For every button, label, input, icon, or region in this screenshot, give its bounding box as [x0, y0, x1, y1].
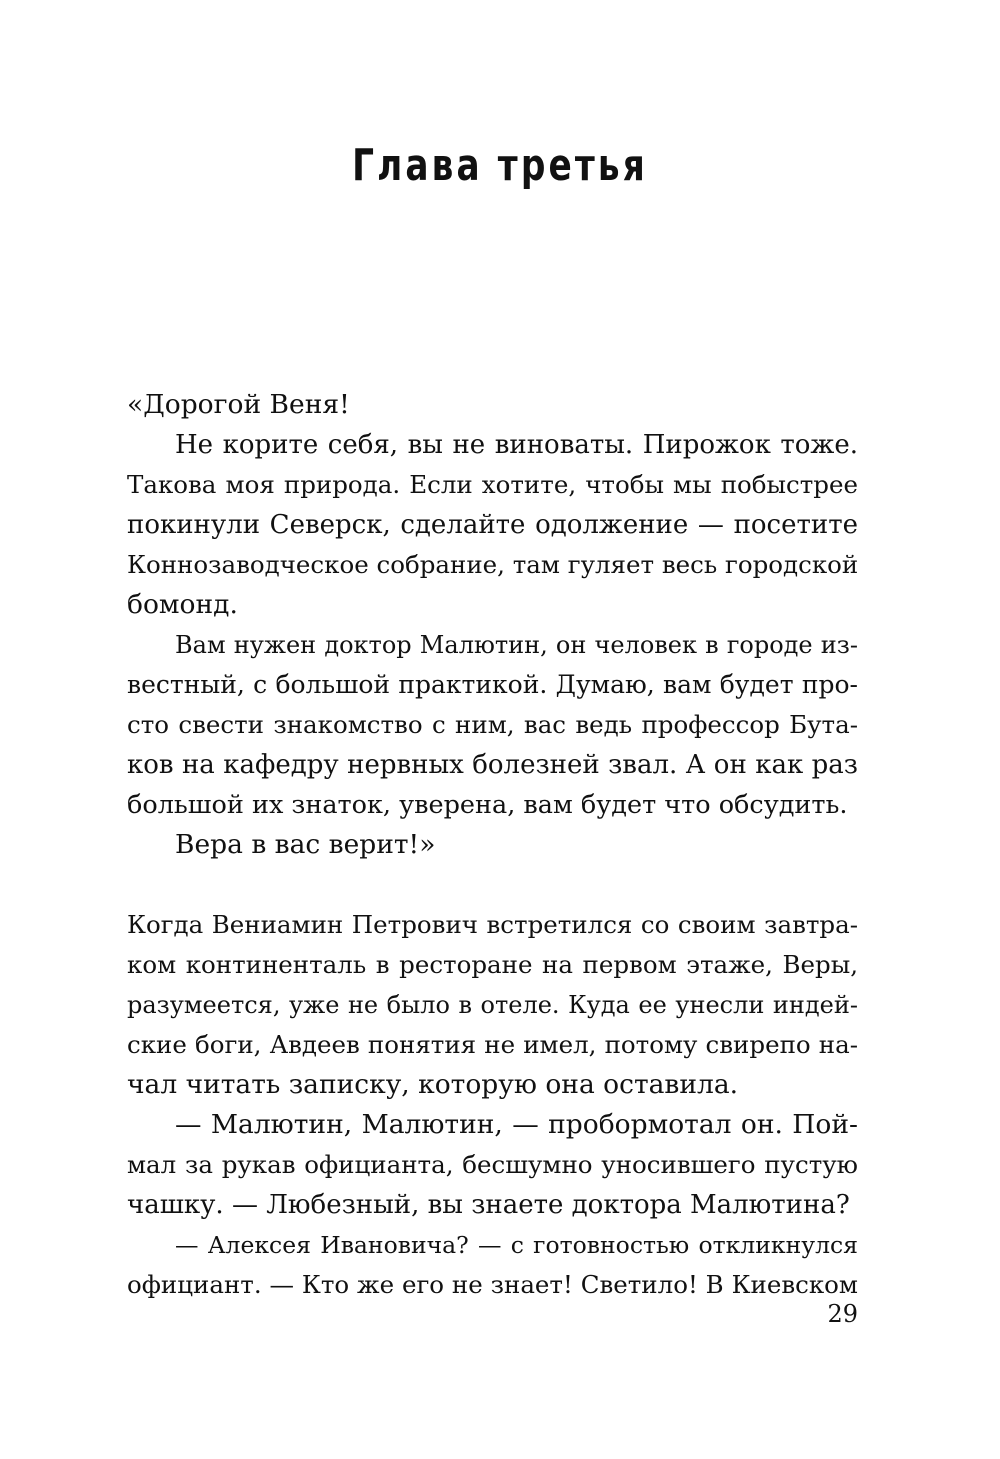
page-number: 29: [827, 1300, 858, 1328]
text-line: сто свести знакомство с ним, вас ведь профессор Бута-: [127, 710, 858, 739]
text-line: «Дорогой Веня!: [127, 389, 350, 420]
text-line: ком континенталь в ресторане на первом этаже, Веры,: [127, 950, 858, 979]
text-line: Не корите себя, вы не виноваты. Пирожок тоже.: [175, 430, 858, 460]
text-line: Когда Вениамин Петрович встретился со своим завтра-: [127, 910, 858, 939]
text-line: — Малютин, Малютин, — пробормотал он. Пой-: [175, 1109, 858, 1140]
text-line: ков на кафедру нервных болезней звал. А он как раз: [127, 750, 858, 780]
text-line: Вам нужен доктор Малютин, он человек в городе из-: [175, 631, 858, 659]
text-line: чашку. — Любезный, вы знаете доктора Малютина?: [127, 1190, 850, 1220]
text-line: Коннозаводческое собрание, там гуляет весь городской: [127, 550, 859, 579]
text-line: Такова моя природа. Если хотите, чтобы мы побыстрее: [127, 470, 858, 499]
text-line: вестный, с большой практикой. Думаю, вам будет про-: [127, 670, 858, 699]
chapter-title: Глава третья: [352, 140, 648, 191]
text-line: официант. — Кто же его не знает! Светило! В Киевском: [127, 1270, 858, 1299]
text-line: мал за рукав официанта, бесшумно уносившего пустую: [127, 1150, 858, 1179]
text-line: ские боги, Авдеев понятия не имел, потому свирепо на-: [127, 1030, 858, 1059]
text-line: Вера в вас верит!»: [175, 829, 436, 860]
text-line: бомонд.: [127, 589, 238, 620]
text-line: разумеется, уже не было в отеле. Куда ее унесли индей-: [127, 991, 858, 1019]
text-line: чал читать записку, которую она оставила.: [127, 1069, 739, 1100]
text-line: покинули Северск, сделайте одолжение — посетите: [127, 510, 858, 540]
text-line: — Алексея Ивановича? — с готовностью откликнулся: [175, 1231, 858, 1259]
text-line: большой их знаток, уверена, вам будет что обсудить.: [127, 790, 848, 820]
